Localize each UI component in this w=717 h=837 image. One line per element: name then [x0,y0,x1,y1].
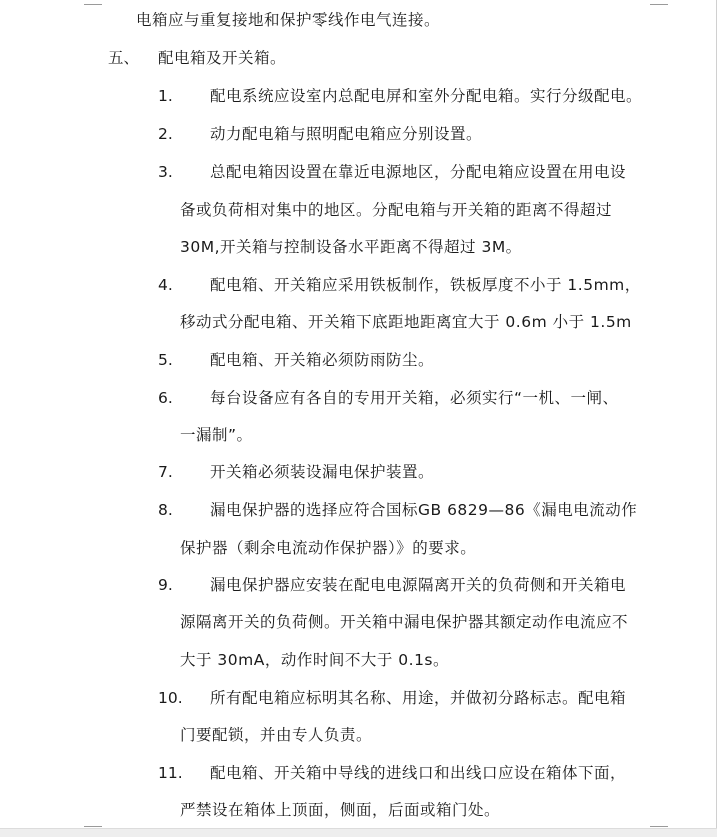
top-left-corner-mark [84,4,102,5]
list-item-number: 1. [158,87,173,105]
list-item-number: 4. [158,276,173,294]
list-item-text: 配电系统应设室内总配电屏和室外分配电箱。实行分级配电。 [210,87,643,105]
list-item-text: 配电箱、开关箱应采用铁板制作，铁板厚度不小于 1.5mm， [210,276,641,294]
list-item-text: 每台设备应有各自的专用开关箱，必须实行“一机、一闸、 [210,389,619,407]
list-item-number: 9. [158,576,173,594]
paragraph-line: 电箱应与重复接地和保护零线作电气连接。 [136,11,441,29]
list-item-text: 总配电箱因设置在靠近电源地区，分配电箱应设置在用电设 [210,163,627,181]
section-number: 五、 [108,49,140,67]
list-item-text: 所有配电箱应标明其名称、用途，并做初分路标志。配电箱 [210,689,627,707]
list-item-number: 5. [158,351,173,369]
list-item-number: 7. [158,463,173,481]
list-item-number: 11. [158,764,183,782]
list-item-text-continued: 一漏制”。 [180,426,253,444]
section-heading: 配电箱及开关箱。 [158,49,287,67]
list-item-text-continued: 保护器（剩余电流动作保护器）》的要求。 [180,539,477,557]
list-item-number: 3. [158,163,173,181]
list-item-number: 10. [158,689,183,707]
list-item-text-continued: 移动式分配电箱、开关箱下底距地距离宜大于 0.6m 小于 1.5m [180,313,632,331]
top-right-corner-mark [650,4,668,5]
list-item-text: 配电箱、开关箱必须防雨防尘。 [210,351,435,369]
list-item-text-continued: 30M,开关箱与控制设备水平距离不得超过 3M。 [180,238,522,256]
list-item-text-continued: 备或负荷相对集中的地区。分配电箱与开关箱的距离不得超过 [180,201,613,219]
list-item-text: 配电箱、开关箱中导线的进线口和出线口应设在箱体下面， [210,764,627,782]
list-item-number: 8. [158,501,173,519]
list-item-text: 漏电保护器的选择应符合国标GB 6829—86《漏电电流动作 [210,501,638,519]
bottom-left-corner-mark [84,826,102,827]
list-item-text: 动力配电箱与照明配电箱应分别设置。 [210,125,483,143]
list-item-text-continued: 门要配锁，并由专人负责。 [180,726,373,744]
list-item-text-continued: 大于 30mA，动作时间不大于 0.1s。 [180,651,450,669]
list-item-text-continued: 源隔离开关的负荷侧。开关箱中漏电保护器其额定动作电流应不 [180,613,629,631]
list-item-text-continued: 严禁设在箱体上顶面，侧面，后面或箱门处。 [180,801,501,819]
list-item-number: 6. [158,389,173,407]
list-item-text: 漏电保护器应安装在配电电源隔离开关的负荷侧和开关箱电 [210,576,627,594]
window-bottom-bar [0,828,717,837]
bottom-right-corner-mark [650,826,668,827]
list-item-text: 开关箱必须装设漏电保护装置。 [210,463,435,481]
list-item-number: 2. [158,125,173,143]
